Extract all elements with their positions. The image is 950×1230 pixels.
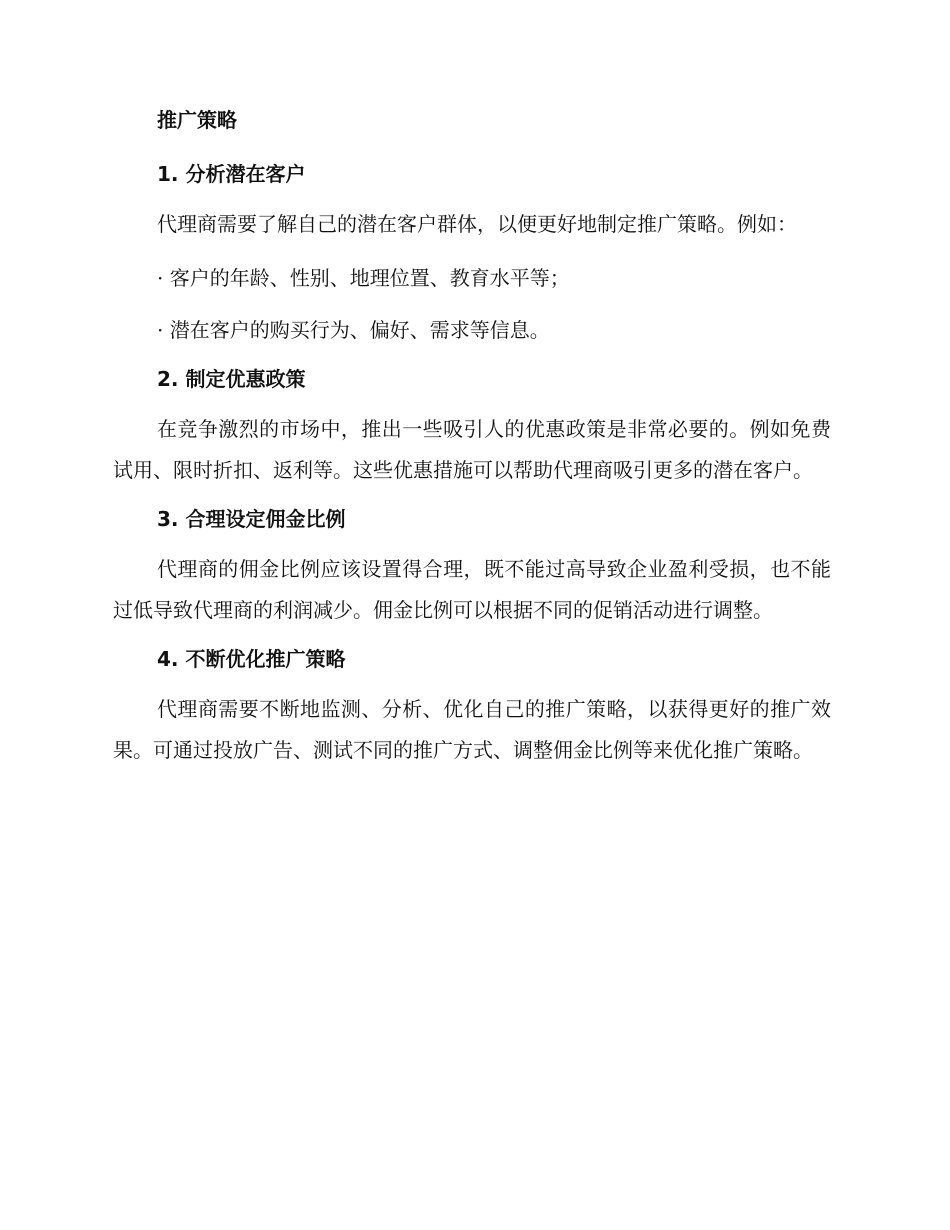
section-heading-1: 1. 分析潜在客户 xyxy=(157,162,306,186)
bullet-item-2: · 潜在客户的购买行为、偏好、需求等信息。 xyxy=(157,318,550,342)
section-paragraph-3: 代理商的佣金比例应该设置得合理，既不能过高导致企业盈利受损，也不能过低导致代理商的利润减少。佣金比例可以根据不同的促销活动进行调整。 xyxy=(113,557,831,622)
document-title: 推广策略 xyxy=(157,108,237,132)
section-paragraph-2: 在竞争激烈的市场中，推出一些吸引人的优惠政策是非常必要的。例如免费试用、限时折扣、返利等。这些优惠措施可以帮助代理商吸引更多的潜在客户。 xyxy=(113,417,831,482)
section-heading-4: 4. 不断优化推广策略 xyxy=(157,647,346,671)
section-paragraph-4: 代理商需要不断地监测、分析、优化自己的推广策略，以获得更好的推广效果。可通过投放广告、测试不同的推广方式、调整佣金比例等来优化推广策略。 xyxy=(113,697,831,762)
bullet-item-1: · 客户的年龄、性别、地理位置、教育水平等； xyxy=(157,266,570,290)
section-heading-3: 3. 合理设定佣金比例 xyxy=(157,507,346,531)
section-heading-2: 2. 制定优惠政策 xyxy=(157,367,306,391)
document-page xyxy=(113,105,831,771)
section-paragraph-1: 代理商需要了解自己的潜在客户群体，以便更好地制定推广策略。例如： xyxy=(157,212,797,236)
